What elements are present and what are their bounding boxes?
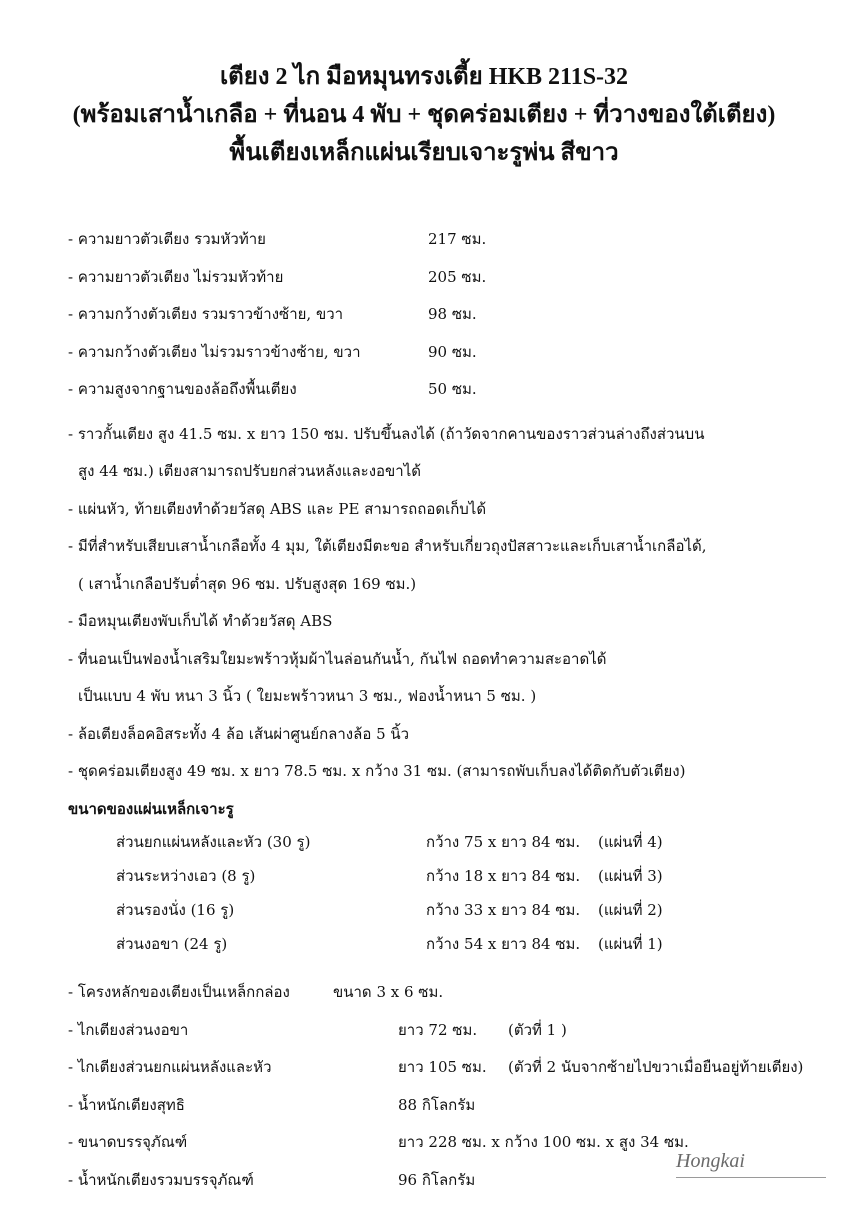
title-line-1: เตียง 2 ไก มือหมุนทรงเตี้ย HKB 211S-32 bbox=[0, 58, 848, 96]
frame-value: 88 กิโลกรัม bbox=[398, 1093, 475, 1117]
plate-number: (แผ่นที่ 4) bbox=[598, 830, 663, 854]
spec-row bbox=[68, 228, 838, 266]
para-line-continued: สูง 44 ซม.) เตียงสามารถปรับยกส่วนหลังและงอขาได้ bbox=[68, 453, 838, 491]
spec-row bbox=[68, 341, 838, 379]
plate-number: (แผ่นที่ 3) bbox=[598, 864, 663, 888]
plate-label: ส่วนรองนั่ง (16 รู) bbox=[116, 898, 234, 922]
plate-row bbox=[116, 830, 816, 864]
plate-dims: กว้าง 33 x ยาว 84 ซม. bbox=[426, 898, 580, 922]
frame-label: - น้ำหนักเตียงรวมบรรจุภัณฑ์ bbox=[68, 1168, 254, 1192]
frame-value: ยาว 72 ซม. bbox=[398, 1018, 477, 1042]
spec-paragraph-head-foot-boards bbox=[68, 491, 838, 529]
plate-label: ส่วนงอขา (24 รู) bbox=[116, 932, 227, 956]
para-line: - ราวกั้นเตียง สูง 41.5 ซม. x ยาว 150 ซม. ปรับขึ้นลงได้ (ถ้าวัดจากคานของราวส่วนล่างถึงส่วนบน bbox=[68, 425, 704, 443]
frame-label: - น้ำหนักเตียงสุทธิ bbox=[68, 1093, 185, 1117]
para-line: - มือหมุนเตียงพับเก็บได้ ทำด้วยวัสดุ ABS bbox=[68, 612, 332, 630]
plate-row bbox=[116, 932, 816, 966]
frame-label: - ไกเตียงส่วนงอขา bbox=[68, 1018, 188, 1042]
para-line: - ล้อเตียงล็อคอิสระทั้ง 4 ล้อ เส้นผ่าศูนย์กลางล้อ 5 นิ้ว bbox=[68, 725, 409, 743]
para-line-continued: เป็นแบบ 4 พับ หนา 3 นิ้ว ( ใยมะพร้าวหนา 3 ซม., ฟองน้ำหนา 5 ซม. ) bbox=[68, 678, 838, 716]
para-line: - ที่นอนเป็นฟองน้ำเสริมใยมะพร้าวหุ้มผ้าไนล่อนกันน้ำ, กันไฟ ถอดทำความสะอาดได้ bbox=[68, 650, 606, 668]
plate-row bbox=[116, 898, 816, 932]
plate-dims: กว้าง 54 x ยาว 84 ซม. bbox=[426, 932, 580, 956]
spec-paragraph-iv-pole bbox=[68, 528, 838, 603]
spec-row bbox=[68, 303, 838, 341]
frame-value: ยาว 228 ซม. x กว้าง 100 ซม. x สูง 34 ซม. bbox=[398, 1130, 689, 1154]
title-line-3: พื้นเตียงเหล็กแผ่นเรียบเจาะรูพ่น สีขาว bbox=[0, 134, 848, 172]
plates-heading: ขนาดของแผ่นเหล็กเจาะรู bbox=[68, 797, 234, 821]
spec-list bbox=[68, 228, 838, 791]
spec-label: - ความกว้างตัวเตียง รวมราวข้างซ้าย, ขวา bbox=[68, 303, 343, 325]
plate-number: (แผ่นที่ 1) bbox=[598, 932, 663, 956]
plate-row bbox=[116, 864, 816, 898]
title-line-2: (พร้อมเสาน้ำเกลือ + ที่นอน 4 พับ + ชุดคร่อมเตียง + ที่วางของใต้เตียง) bbox=[0, 96, 848, 134]
spec-paragraph-overbed-table bbox=[68, 753, 838, 791]
spec-label: - ความกว้างตัวเตียง ไม่รวมราวข้างซ้าย, ขวา bbox=[68, 341, 361, 363]
frame-note: (ตัวที่ 1 ) bbox=[508, 1018, 567, 1042]
spec-label: - ความยาวตัวเตียง รวมหัวท้าย bbox=[68, 228, 266, 250]
plate-label: ส่วนยกแผ่นหลังและหัว (30 รู) bbox=[116, 830, 310, 854]
frame-label: - ไกเตียงส่วนยกแผ่นหลังและหัว bbox=[68, 1055, 272, 1079]
frame-row bbox=[68, 1093, 838, 1131]
plate-dims: กว้าง 18 x ยาว 84 ซม. bbox=[426, 864, 580, 888]
spec-label: - ความยาวตัวเตียง ไม่รวมหัวท้าย bbox=[68, 266, 283, 288]
plate-label: ส่วนระหว่างเอว (8 รู) bbox=[116, 864, 255, 888]
para-line: - มีที่สำหรับเสียบเสาน้ำเกลือทั้ง 4 มุม, ใต้เตียงมีตะขอ สำหรับเกี่ยวถุงปัสสาวะและเก็บเสาน้ำเกลือได้, bbox=[68, 537, 707, 555]
frame-row bbox=[68, 1055, 838, 1093]
spec-label: - ความสูงจากฐานของล้อถึงพื้นเตียง bbox=[68, 378, 297, 400]
spec-value: 217 ซม. bbox=[428, 228, 486, 250]
frame-row bbox=[68, 1168, 838, 1205]
frame-row bbox=[68, 1018, 838, 1056]
spec-value: 50 ซม. bbox=[428, 378, 477, 400]
spec-row bbox=[68, 378, 838, 416]
spec-paragraph-wheels bbox=[68, 716, 838, 754]
spec-value: 90 ซม. bbox=[428, 341, 477, 363]
para-line-continued: ( เสาน้ำเกลือปรับต่ำสุด 96 ซม. ปรับสูงสุด 169 ซม.) bbox=[68, 566, 838, 604]
spec-paragraph-bed-rail bbox=[68, 416, 838, 491]
spec-paragraph-mattress bbox=[68, 641, 838, 716]
frame-structure-row bbox=[68, 980, 838, 1018]
frame-value: 96 กิโลกรัม bbox=[398, 1168, 475, 1192]
frame-label: - โครงหลักของเตียงเป็นเหล็กกล่อง bbox=[68, 980, 290, 1004]
spec-value: 98 ซม. bbox=[428, 303, 477, 325]
plate-dims: กว้าง 75 x ยาว 84 ซม. bbox=[426, 830, 580, 854]
frame-note: (ตัวที่ 2 นับจากซ้ายไปขวาเมื่อยืนอยู่ท้ายเตียง) bbox=[508, 1055, 803, 1079]
spec-value: 205 ซม. bbox=[428, 266, 486, 288]
spec-row bbox=[68, 266, 838, 304]
frame-value: ขนาด 3 x 6 ซม. bbox=[333, 980, 443, 1004]
title-block bbox=[0, 58, 848, 172]
spec-paragraph-crank bbox=[68, 603, 838, 641]
plate-number: (แผ่นที่ 2) bbox=[598, 898, 663, 922]
para-line: - ชุดคร่อมเตียงสูง 49 ซม. x ยาว 78.5 ซม. x กว้าง 31 ซม. (สามารถพับเก็บลงได้ติดกับตัวเตียง) bbox=[68, 762, 685, 780]
frame-label: - ขนาดบรรจุภัณฑ์ bbox=[68, 1130, 187, 1154]
frame-value: ยาว 105 ซม. bbox=[398, 1055, 487, 1079]
para-line: - แผ่นหัว, ท้ายเตียงทำด้วยวัสดุ ABS และ PE สามารถถอดเก็บได้ bbox=[68, 500, 486, 518]
hongkai-logo: Hongkai bbox=[676, 1150, 745, 1173]
logo-underline bbox=[676, 1177, 826, 1178]
plates-table bbox=[116, 830, 816, 966]
